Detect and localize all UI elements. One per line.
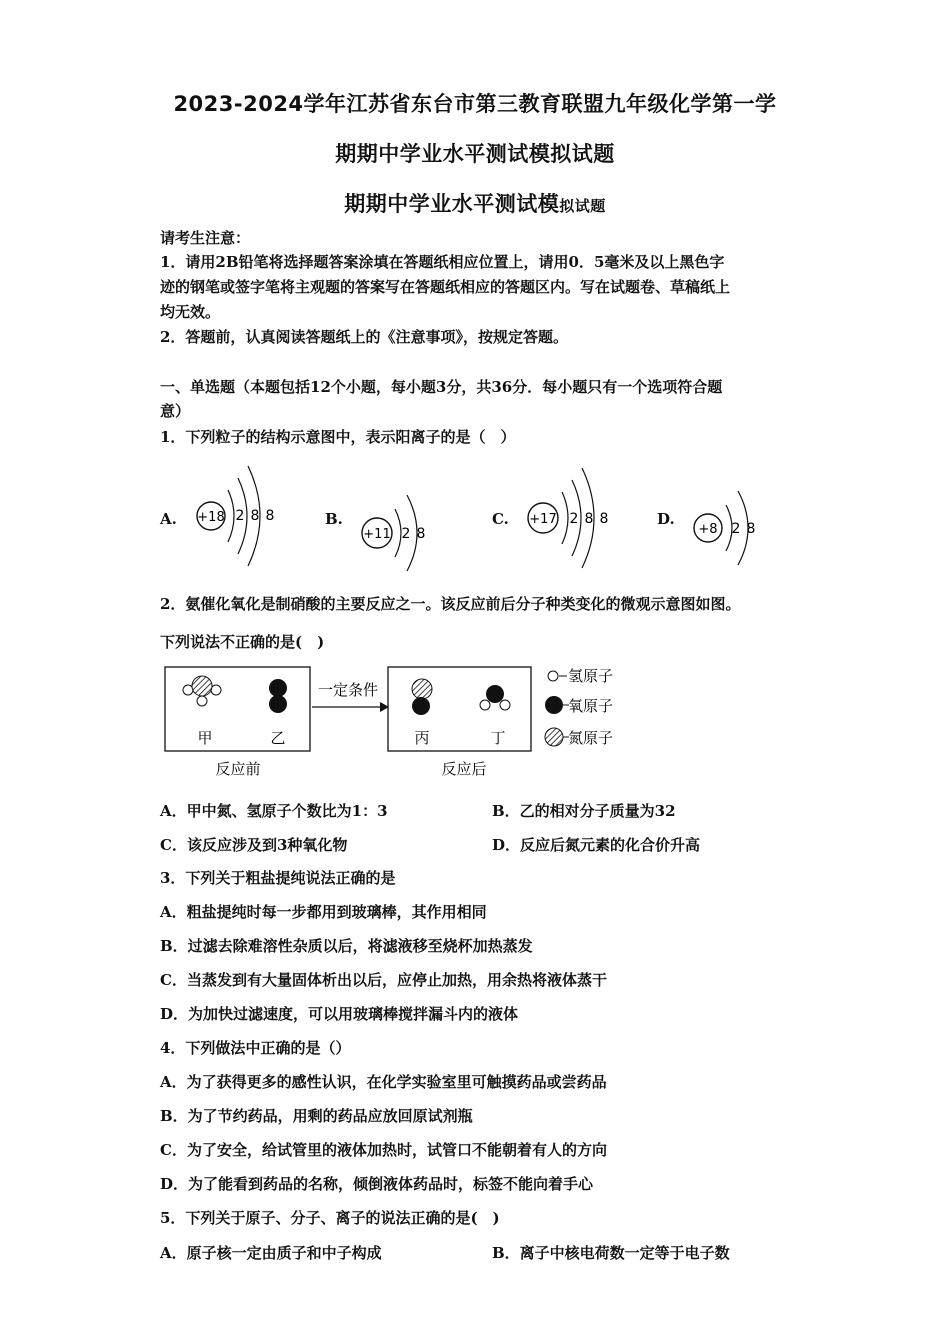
q1-option-b-shell-1: 2 [401,526,411,542]
q1-option-d-diagram [688,483,778,573]
q1-option-a-nucleus: +18 [197,510,225,525]
q5-option-b: B．离子中核电荷数一定等于电子数 [492,1244,730,1262]
q1-option-c-shell-2: 8 [584,511,594,527]
q1-option-b-letter: B. [325,510,343,528]
q2-molecule-ding [480,685,510,710]
q1-option-c-shell-3: 8 [599,511,609,527]
q1-option-a-diagram [190,458,290,578]
notice-line-4: 2．答题前，认真阅读答题纸上的《注意事项》，按规定答题。 [160,328,568,346]
q3-option-c: C．当蒸发到有大量固体析出以后，应停止加热，用余热将液体蒸干 [160,971,607,989]
q3-option-a: A．粗盐提纯时每一步都用到玻璃棒，其作用相同 [160,903,487,921]
q2-molecule-bing [412,679,432,715]
q4-option-d: D．为了能看到药品的名称，倾倒液体药品时，标签不能向着手心 [160,1175,594,1193]
q2-legend-nitrogen: 氮原子 [568,729,614,747]
q3-option-b: B．过滤去除难溶性杂质以后，将滤液移至烧杯加热蒸发 [160,937,533,955]
q1-option-a-letter: A. [160,510,177,528]
section-heading-line1: 一、单选题（本题包括12个小题，每小题3分，共36分．每小题只有一个选项符合题 [160,378,723,396]
q2-option-a: A．甲中氮、氢原子个数比为1：3 [160,802,388,820]
notice-heading: 请考生注意： [160,229,251,247]
q2-label-bing: 丙 [414,729,430,747]
exam-title-line3-main: 期期中学业水平测试模 [344,192,560,216]
q1-option-b-shell-2: 8 [416,526,426,542]
q3-option-d: D．为加快过滤速度，可以用玻璃棒搅拌漏斗内的液体 [160,1005,519,1023]
q1-option-c-letter: C. [492,510,509,528]
section-heading-line2: 意） [160,402,191,420]
q2-condition-label: 一定条件 [317,681,379,699]
q4-option-c: C．为了安全，给试管里的液体加热时，试管口不能朝着有人的方向 [160,1141,607,1159]
exam-title-line3-small: 拟试题 [559,197,606,215]
q1-option-a-shell-3: 8 [265,508,275,524]
q2-before-box [165,667,310,751]
q2-legend [545,667,613,747]
q5-stem: 5．下列关于原子、分子、离子的说法正确的是( ) [160,1209,500,1227]
q1-option-d-shell-1: 2 [731,521,741,537]
q1-option-d-letter: D. [657,510,675,528]
exam-title-line3 [0,188,950,218]
exam-title-line1: 2023-2024学年江苏省东台市第三教育联盟九年级化学第一学 [173,92,777,116]
notice-line-2: 迹的钢笔或签字笔将主观题的答案写在答题纸相应的答题区内。写在试题卷、草稿纸上 [160,278,731,296]
q1-option-c-shell-1: 2 [569,511,579,527]
q2-caption-after: 反应后 [441,760,487,778]
q1-option-b-nucleus: +11 [363,527,391,542]
q2-legend-hydrogen: 氢原子 [568,667,614,685]
q3-stem: 3．下列关于粗盐提纯说法正确的是 [160,869,396,887]
q1-option-c-nucleus: +17 [529,512,557,527]
q1-option-d-nucleus: +8 [698,522,718,537]
q5-option-a: A．原子核一定由质子和中子构成 [160,1244,382,1262]
exam-title-line2: 期期中学业水平测试模拟试题 [335,142,615,166]
q2-stem-line2: 下列说法不正确的是( ) [160,633,325,651]
q2-stem-line1: 2．氨催化氧化是制硝酸的主要反应之一。该反应前后分子种类变化的微观示意图如图。 [160,595,741,613]
q4-option-a: A．为了获得更多的感性认识，在化学实验室里可触摸药品或尝药品 [160,1073,607,1091]
q2-label-jia: 甲 [197,729,213,747]
q2-molecule-jia [183,676,221,706]
notice-line-3: 均无效。 [160,303,221,321]
notice-line-1: 1．请用2B铅笔将选择题答案涂填在答题纸相应位置上，请用0．5毫米及以上黑色字 [160,253,725,271]
q2-legend-oxygen: 氧原子 [568,697,614,715]
q2-label-yi: 乙 [270,729,286,747]
q2-molecule-yi [269,679,287,713]
q4-stem: 4．下列做法中正确的是（） [160,1039,351,1057]
q2-option-c: C．该反应涉及到3种氧化物 [160,836,348,854]
q2-option-b: B．乙的相对分子质量为32 [492,802,676,820]
q2-reaction-diagram [160,660,650,788]
q2-after-box [388,667,531,751]
q1-option-b-diagram [355,485,445,575]
q1-stem: 1．下列粒子的结构示意图中，表示阳离子的是（ ） [160,428,516,446]
q2-option-d: D．反应后氮元素的化合价升高 [492,836,701,854]
q1-option-d-shell-2: 8 [746,521,756,537]
q2-caption-before: 反应前 [215,760,261,778]
q1-option-a-shell-2: 8 [250,508,260,524]
q1-option-a-shell-1: 2 [235,508,245,524]
q4-option-b: B．为了节约药品，用剩的药品应放回原试剂瓶 [160,1107,473,1125]
q2-label-ding: 丁 [490,729,506,747]
q1-option-c-diagram [522,460,622,580]
